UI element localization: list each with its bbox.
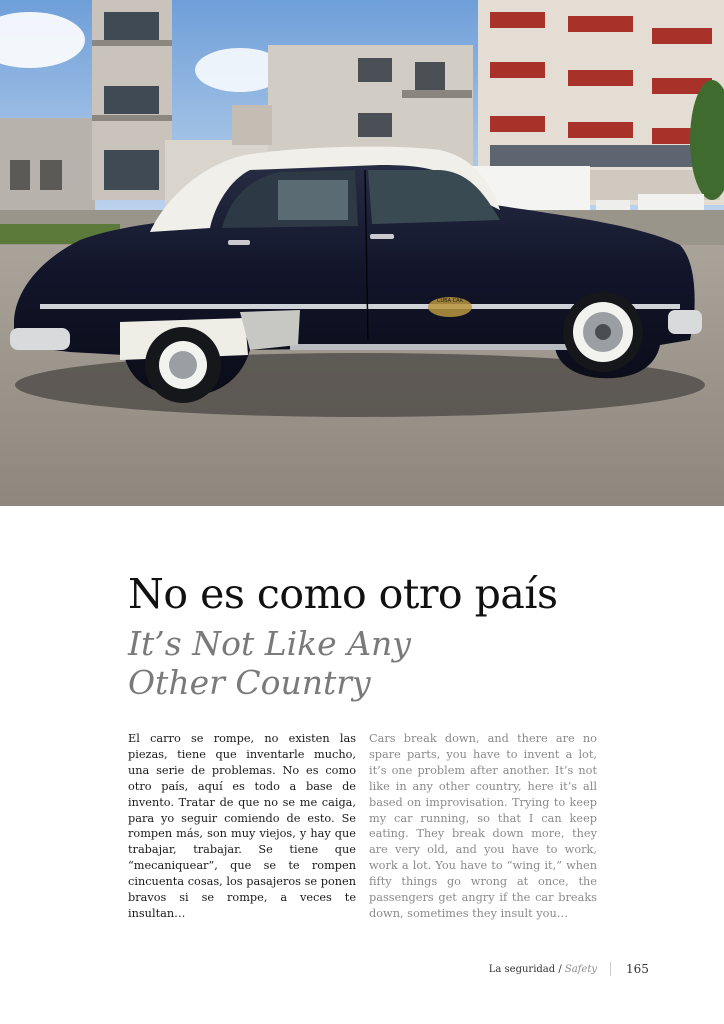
running-head-separator: / (555, 964, 565, 975)
page-subtitle: It’s Not Like Any Other Country (128, 624, 411, 702)
running-head (489, 964, 597, 975)
body-text-english: Cars break down, and there are no spare parts, you have to invent a lot, it’s one problem after another. It’s not like in any other country, here it’s all based on improvisation. Trying to keep my car running, so that I can keep eating. They break down more, they are very old, and you have to work, work a lot. You have to “wing it,” when fifty things go wrong at once, the passengers get angry if the car breaks down, sometimes they insult you… (369, 732, 597, 920)
page-number: 165 (626, 962, 649, 976)
hero-photo (0, 0, 724, 506)
page-title: No es como otro país (128, 570, 558, 618)
page-footer (0, 962, 724, 978)
vintage-car-photo (0, 0, 724, 506)
running-head-en: Safety (564, 964, 597, 975)
running-head-es: La seguridad (488, 964, 556, 975)
body-text-spanish: El carro se rompe, no existen las piezas, tiene que inventarle mucho, una serie de problemas. No es como otro país, aquí es todo a base de invento. Tratar de que no se me caiga, para yo seguir comiendo de esto. Se rompen más, son muy viejos, y hay que trabajar, trabajar. Se tiene que “mecaniquear”, que se te rompen cincuenta cosas, los pasajeros se ponen bravos si se rompe, a veces te insultan… (128, 732, 356, 920)
door-emblem-text: CUBA CAR (437, 298, 463, 304)
footer-divider (610, 962, 611, 976)
